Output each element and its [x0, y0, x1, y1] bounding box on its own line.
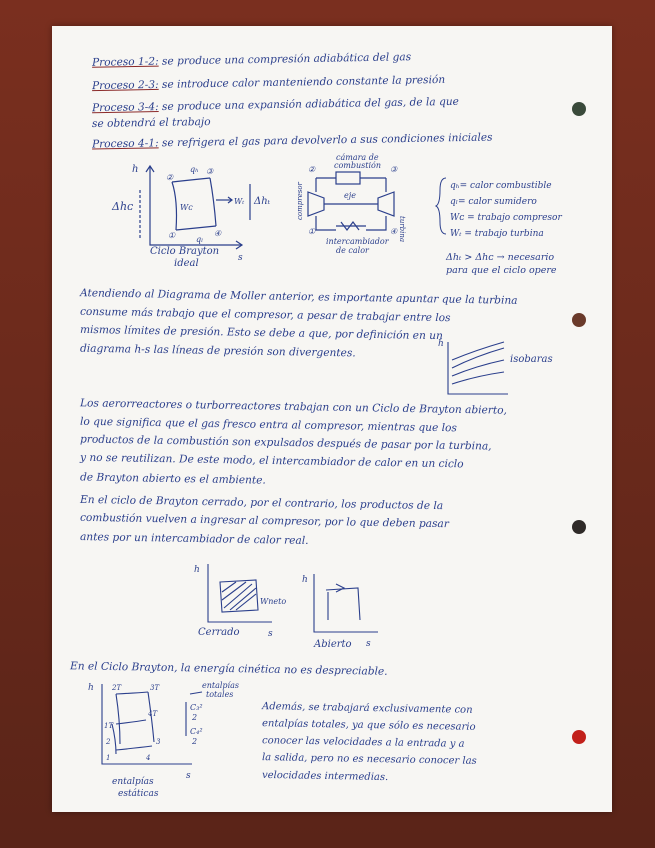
- comp-point-3: ③: [390, 165, 398, 174]
- process-line-4: Proceso 4-1: se refrigera el gas para devolverlo a sus condiciones iniciales: [91, 131, 493, 151]
- point-3: 3: [156, 738, 161, 746]
- legend-wc: Wᴄ = trabajo compresor: [450, 213, 562, 223]
- comp-point-4: ④: [390, 227, 398, 236]
- paragraph1-line3: mismos límites de presión. Esto se debe a que, por definición en un: [79, 323, 443, 343]
- static-label: entalpías: [112, 777, 154, 787]
- point-1t: 1T: [104, 722, 114, 730]
- legend-brace: [436, 176, 448, 236]
- qc-label: qₗ: [196, 235, 204, 244]
- delta-ht-label: Δhₜ: [254, 196, 271, 207]
- process-line-2: Proceso 2-3: se introduce calor manteniendo constante la presión: [91, 73, 446, 93]
- isobar-plot: [436, 336, 556, 398]
- isobar-label: isobaras: [510, 354, 553, 365]
- chamber-label-2: combustión: [334, 161, 382, 170]
- open-s-label: s: [366, 639, 371, 649]
- axes: [150, 166, 245, 245]
- paragraph5-line2: entalpías totales, ya que sólo es necesario: [261, 718, 476, 733]
- paragraph5-line5: velocidades intermedias.: [261, 769, 389, 784]
- legend-qh: qₕ= calor combustible: [450, 181, 552, 191]
- point-2: ②: [166, 173, 174, 182]
- process-line-1: Proceso 1-2: se produce una compresión adiabática del gas: [91, 51, 412, 69]
- point-1: 1: [106, 754, 111, 762]
- hx-label-2: de calor: [336, 246, 369, 255]
- diagram1-caption-2: ideal: [174, 258, 199, 269]
- legend-qc: qₗ= calor sumidero: [450, 197, 537, 207]
- paragraph2-line2: lo que significa que el gas fresco entra al compresor, mientras que los: [79, 415, 458, 435]
- binder-ring-2: [572, 313, 586, 327]
- point-4t: 4T: [148, 710, 158, 718]
- legend-wt: Wₜ = trabajo turbina: [450, 229, 544, 239]
- shaft-label: eje: [344, 191, 356, 200]
- total-label-2: totales: [206, 690, 234, 699]
- c3-label: C₃²: [190, 703, 203, 712]
- qh-label: qₕ: [190, 165, 199, 174]
- wt-label: Wₜ: [234, 197, 245, 206]
- chamber-label: cámara de: [336, 153, 379, 162]
- process-line-3b: se obtendrá el trabajo: [91, 115, 211, 131]
- paragraph3-line3: antes por un intercambiador de calor real.: [79, 531, 309, 547]
- point-3: ③: [206, 167, 214, 176]
- paragraph2-line1: Los aerorreactores o turborreactores trabajan con un Ciclo de Brayton abierto,: [79, 397, 508, 417]
- h-axis-label: h: [132, 164, 139, 175]
- point-3t: 3T: [150, 684, 160, 692]
- point-4: 4: [146, 754, 151, 762]
- point-1: ①: [168, 231, 176, 240]
- paragraph5-line3: conocer las velocidades a la entrada y a: [261, 735, 465, 750]
- hx-label: intercambiador: [326, 237, 389, 246]
- turbine-label: turbina: [398, 216, 406, 243]
- paragraph3-line2: combustión vuelven a ingresar al compresor, por lo que deben pasar: [79, 511, 449, 531]
- c4-denom: 2: [192, 737, 198, 746]
- paragraph1-line4: diagrama h-s las líneas de presión son divergentes.: [79, 342, 356, 360]
- closed-s-label: s: [268, 629, 273, 639]
- paragraph5-line1: Además, se trabajará exclusivamente con: [261, 701, 473, 716]
- legend-note: Δhₜ > Δhᴄ → necesario: [446, 252, 555, 263]
- delta-hc-label: Δhᴄ: [112, 200, 134, 213]
- open-h-label: h: [302, 575, 308, 585]
- comp-point-2: ②: [308, 165, 316, 174]
- paragraph5-line4: la salida, pero no es necesario conocer las: [261, 752, 477, 767]
- paragraph1-line1: Atendiendo al Diagrama de Moller anterior, es importante apuntar que la turbina: [79, 287, 518, 307]
- paragraph3-line1: En el ciclo de Brayton cerrado, por el contrario, los productos de la: [79, 493, 444, 513]
- static-label-2: estáticas: [118, 789, 159, 799]
- isobar-h-label: h: [438, 339, 444, 349]
- paragraph2-line5: de Brayton abierto es el ambiente.: [79, 471, 266, 487]
- open-cycle-plot: [300, 570, 390, 650]
- paragraph1-line2: consume más trabajo que el compresor, a pesar de trabajar entre los: [79, 305, 451, 325]
- stag-s-label: s: [186, 771, 191, 781]
- closed-caption: Cerrado: [198, 627, 240, 638]
- point-2: 2: [106, 738, 111, 746]
- legend-note-2: para que el ciclo opere: [446, 265, 557, 276]
- open-caption: Abierto: [314, 639, 352, 650]
- wc-label: Wᴄ: [180, 203, 193, 212]
- brayton-components-diagram: [286, 150, 416, 260]
- binder-ring-4: [572, 730, 586, 744]
- process-line-3: Proceso 3-4: se produce una expansión adiabática del gas, de la que: [91, 95, 459, 115]
- c4-label: C₄²: [190, 727, 203, 736]
- paragraph4: En el Ciclo Brayton, la energía cinética no es despreciable.: [69, 660, 388, 678]
- closed-wneto-label: Wneto: [260, 597, 287, 606]
- binder-ring-3: [572, 520, 586, 534]
- s-axis-label: s: [238, 253, 243, 263]
- comp-point-1: ①: [308, 227, 316, 236]
- point-4: ④: [214, 229, 222, 238]
- diagram1-caption: Ciclo Brayton: [150, 246, 220, 257]
- closed-h-label: h: [194, 565, 200, 575]
- paragraph2-line4: y no se reutilizan. De este modo, el intercambiador de calor en un ciclo: [79, 451, 464, 471]
- point-2t: 2T: [112, 684, 122, 692]
- c3-denom: 2: [192, 713, 198, 722]
- compressor-label: compresor: [296, 182, 304, 220]
- binder-ring-1: [572, 102, 586, 116]
- stag-h-label: h: [88, 683, 94, 693]
- total-label: entalpías: [202, 681, 239, 690]
- paragraph2-line3: productos de la combustión son expulsados después de pasar por la turbina,: [79, 433, 492, 453]
